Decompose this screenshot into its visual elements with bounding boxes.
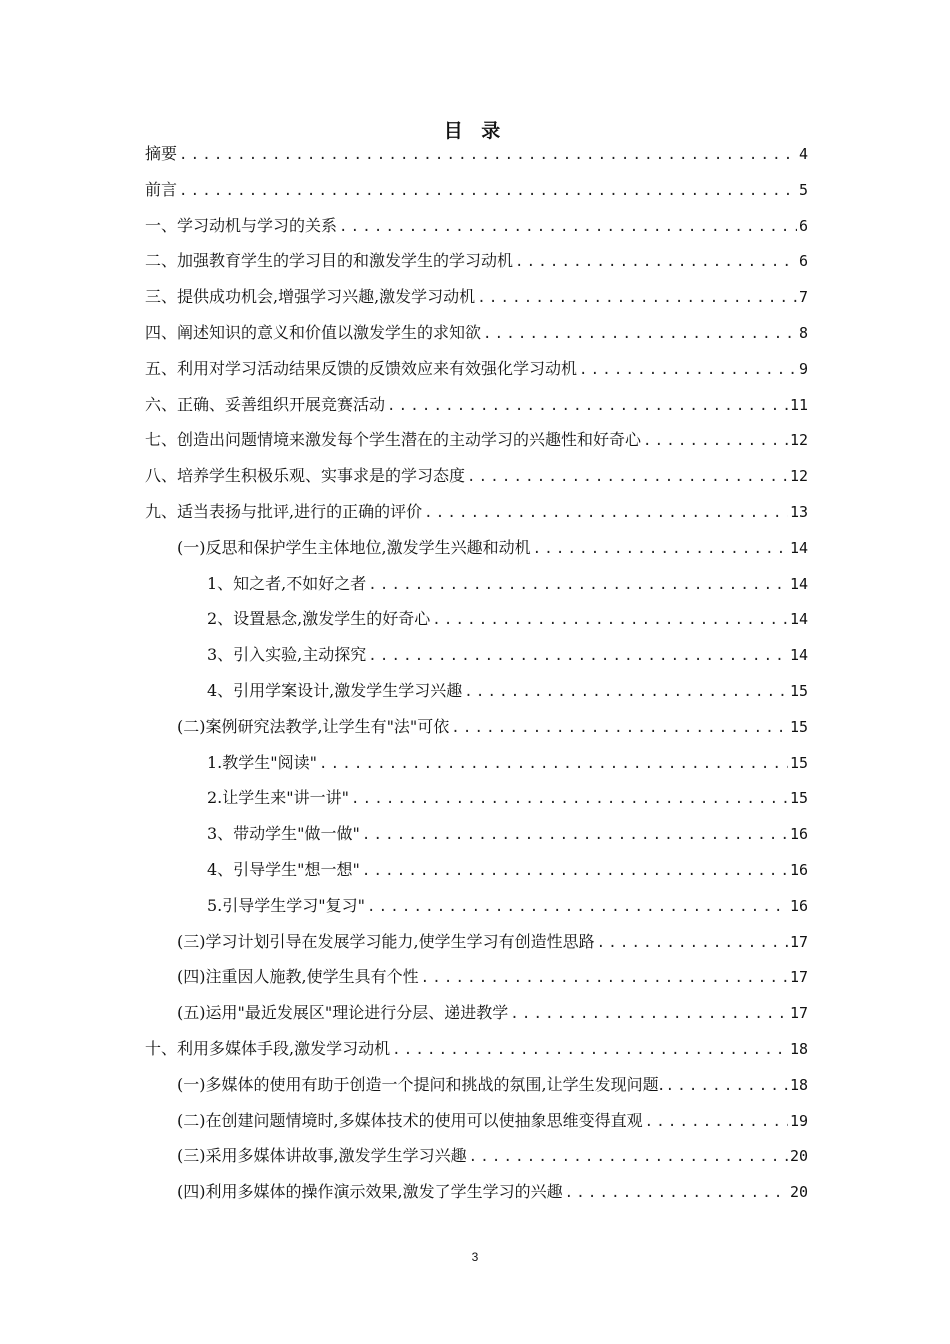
toc-entry-page: 11 bbox=[789, 395, 808, 414]
toc-entry-page: 13 bbox=[789, 502, 808, 521]
toc-entry-label: 1.教学生"阅读" bbox=[207, 752, 317, 772]
toc-entry-label: 4、引用学案设计,激发学生学习兴趣 bbox=[207, 680, 463, 700]
dot-leader bbox=[392, 1033, 788, 1067]
dot-leader bbox=[387, 389, 788, 423]
dot-leader bbox=[483, 317, 797, 351]
dot-leader bbox=[464, 675, 788, 709]
toc-entry[interactable] bbox=[145, 208, 808, 244]
toc-entry-label: 2、设置悬念,激发学生的好奇心 bbox=[207, 609, 431, 629]
toc-entry[interactable] bbox=[145, 852, 808, 888]
dot-leader bbox=[643, 424, 788, 458]
toc-entry[interactable] bbox=[145, 995, 808, 1031]
dot-leader bbox=[533, 532, 788, 566]
toc-entry-page: 6 bbox=[798, 216, 808, 235]
toc-entry[interactable] bbox=[145, 530, 808, 566]
toc-entry-page: 15 bbox=[789, 789, 808, 808]
toc-entry-label: 五、利用对学习活动结果反馈的反馈效应来有效强化学习动机 bbox=[145, 358, 578, 378]
toc-entry-label: (四)利用多媒体的操作演示效果,激发了学生学习的兴趣 bbox=[177, 1182, 563, 1202]
toc-entry[interactable] bbox=[145, 745, 808, 781]
toc-entry-label: 一、学习动机与学习的关系 bbox=[145, 215, 338, 235]
page-number: 3 bbox=[471, 1250, 479, 1264]
toc-entry-page: 17 bbox=[789, 1004, 808, 1023]
toc-entry-label: 5.引导学生学习"复习" bbox=[207, 895, 365, 915]
toc-entry[interactable] bbox=[145, 924, 808, 960]
toc-entry-page: 16 bbox=[789, 860, 808, 879]
toc-entry-label: 1、知之者,不如好之者 bbox=[207, 573, 367, 593]
toc-entry-label: 2.让学生来"讲一讲" bbox=[207, 788, 349, 808]
toc-entry-page: 15 bbox=[789, 753, 808, 772]
toc-entry[interactable] bbox=[145, 1031, 808, 1067]
dot-leader bbox=[645, 1105, 788, 1139]
toc-entry[interactable] bbox=[145, 888, 808, 924]
toc-entry[interactable] bbox=[145, 494, 808, 530]
toc-entry-page: 14 bbox=[789, 574, 808, 593]
toc-entry-label: 3、引入实验,主动探究 bbox=[207, 645, 367, 665]
toc-entry[interactable] bbox=[145, 351, 808, 387]
toc-entry-page: 14 bbox=[789, 538, 808, 557]
dot-leader bbox=[179, 138, 797, 172]
toc-entry[interactable] bbox=[145, 601, 808, 637]
toc-entry-label: 前言 bbox=[145, 179, 178, 199]
toc-entry-label: 七、创造出问题情境来激发每个学生潜在的主动学习的兴趣性和好奇心 bbox=[145, 430, 642, 450]
toc-entry-page: 4 bbox=[798, 145, 808, 163]
toc-entry[interactable] bbox=[145, 243, 808, 279]
toc-entry[interactable] bbox=[145, 1174, 808, 1210]
toc-entry-label: 四、阐述知识的意义和价值以激发学生的求知欲 bbox=[145, 322, 482, 342]
toc-entry-page: 16 bbox=[789, 896, 808, 915]
toc-entry[interactable] bbox=[145, 1138, 808, 1174]
dot-leader bbox=[579, 353, 797, 387]
dot-leader bbox=[351, 782, 788, 816]
toc-entry[interactable] bbox=[145, 1103, 808, 1139]
toc-entry-page: 18 bbox=[789, 1075, 808, 1094]
dot-leader bbox=[597, 926, 788, 960]
toc-entry-page: 16 bbox=[789, 825, 808, 844]
dot-leader bbox=[179, 174, 797, 208]
toc-entry-label: (二)在创建问题情境时,多媒体技术的使用可以使抽象思维变得直观 bbox=[177, 1110, 643, 1130]
dot-leader bbox=[421, 961, 788, 995]
dot-leader bbox=[424, 496, 788, 530]
toc-entry-page: 5 bbox=[798, 180, 808, 199]
toc-entry-page: 15 bbox=[789, 717, 808, 736]
toc-entry-page: 12 bbox=[789, 467, 808, 486]
dot-leader bbox=[451, 711, 788, 745]
toc-entry[interactable] bbox=[145, 709, 808, 745]
toc-entry[interactable] bbox=[145, 315, 808, 351]
dot-leader bbox=[666, 1069, 788, 1103]
toc-entry[interactable] bbox=[145, 279, 808, 315]
toc-entry-page: 15 bbox=[789, 681, 808, 700]
toc-entry[interactable] bbox=[145, 816, 808, 852]
dot-leader bbox=[515, 245, 797, 279]
dot-leader bbox=[469, 1140, 788, 1174]
toc-entry-label: (二)案例研究法教学,让学生有"法"可依 bbox=[177, 716, 450, 736]
toc-entry-label: 八、培养学生积极乐观、实事求是的学习态度 bbox=[145, 466, 466, 486]
dot-leader bbox=[467, 460, 788, 494]
toc-entry[interactable] bbox=[145, 458, 808, 494]
dot-leader bbox=[362, 854, 788, 888]
toc-entry[interactable] bbox=[145, 387, 808, 423]
toc-entry-label: 4、引导学生"想一想" bbox=[207, 859, 360, 879]
toc-entry[interactable] bbox=[145, 780, 808, 816]
toc-entry-page: 20 bbox=[789, 1183, 808, 1202]
dot-leader bbox=[477, 281, 797, 315]
dot-leader bbox=[432, 603, 788, 637]
toc-entry-page: 12 bbox=[789, 431, 808, 450]
toc-entry[interactable] bbox=[145, 422, 808, 458]
dot-leader bbox=[362, 818, 788, 852]
toc-title: 目 录 bbox=[443, 120, 507, 142]
toc-entry-label: 二、加强教育学生的学习目的和激发学生的学习动机 bbox=[145, 251, 514, 271]
toc-entry[interactable] bbox=[145, 959, 808, 995]
toc-entry-label: (一)多媒体的使用有助于创造一个提问和挑战的氛围,让学生发现问题. bbox=[177, 1074, 664, 1094]
toc-entry[interactable] bbox=[145, 637, 808, 673]
toc-entry-label: 九、适当表扬与批评,进行的正确的评价 bbox=[145, 501, 423, 521]
toc-entry-label: (三)采用多媒体讲故事,激发学生学习兴趣 bbox=[177, 1146, 467, 1166]
toc-entry-page: 7 bbox=[798, 288, 808, 307]
toc-entry-label: 摘要 bbox=[145, 144, 178, 163]
dot-leader bbox=[565, 1176, 788, 1210]
toc-entry-page: 17 bbox=[789, 932, 808, 951]
dot-leader bbox=[319, 747, 788, 781]
toc-entry-label: (五)运用"最近发展区"理论进行分层、递进教学 bbox=[177, 1003, 509, 1023]
dot-leader bbox=[367, 890, 788, 924]
dot-leader bbox=[339, 210, 797, 244]
toc-entry-page: 20 bbox=[789, 1147, 808, 1166]
toc-entry-label: 3、带动学生"做一做" bbox=[207, 824, 360, 844]
toc-entry[interactable] bbox=[145, 1067, 808, 1103]
toc-entry-page: 14 bbox=[789, 646, 808, 665]
dot-leader bbox=[368, 639, 788, 673]
toc-entry-label: 三、提供成功机会,增强学习兴趣,激发学习动机 bbox=[145, 287, 476, 307]
toc-entry-label: (一)反思和保护学生主体地位,激发学生兴趣和动机 bbox=[177, 537, 531, 557]
toc-entry-page: 17 bbox=[789, 968, 808, 987]
toc-entry[interactable] bbox=[145, 136, 808, 172]
toc-entry-label: 六、正确、妥善组织开展竞赛活动 bbox=[145, 394, 386, 414]
dot-leader bbox=[368, 568, 788, 602]
toc-entry[interactable] bbox=[145, 172, 808, 208]
toc-entry-page: 6 bbox=[798, 252, 808, 271]
toc-entry-label: 十、利用多媒体手段,激发学习动机 bbox=[145, 1038, 391, 1058]
dot-leader bbox=[510, 997, 788, 1031]
toc-entry-page: 9 bbox=[798, 359, 808, 378]
toc-entry[interactable] bbox=[145, 673, 808, 709]
toc-entry-page: 14 bbox=[789, 610, 808, 629]
toc-entry-label: (四)注重因人施教,使学生具有个性 bbox=[177, 967, 419, 987]
toc-entry-label: (三)学习计划引导在发展学习能力,使学生学习有创造性思路 bbox=[177, 931, 595, 951]
toc-entry[interactable] bbox=[145, 566, 808, 602]
toc-entry-page: 8 bbox=[798, 323, 808, 342]
toc-list bbox=[145, 136, 808, 1210]
toc-entry-page: 18 bbox=[789, 1039, 808, 1058]
toc-entry-page: 19 bbox=[789, 1111, 808, 1130]
